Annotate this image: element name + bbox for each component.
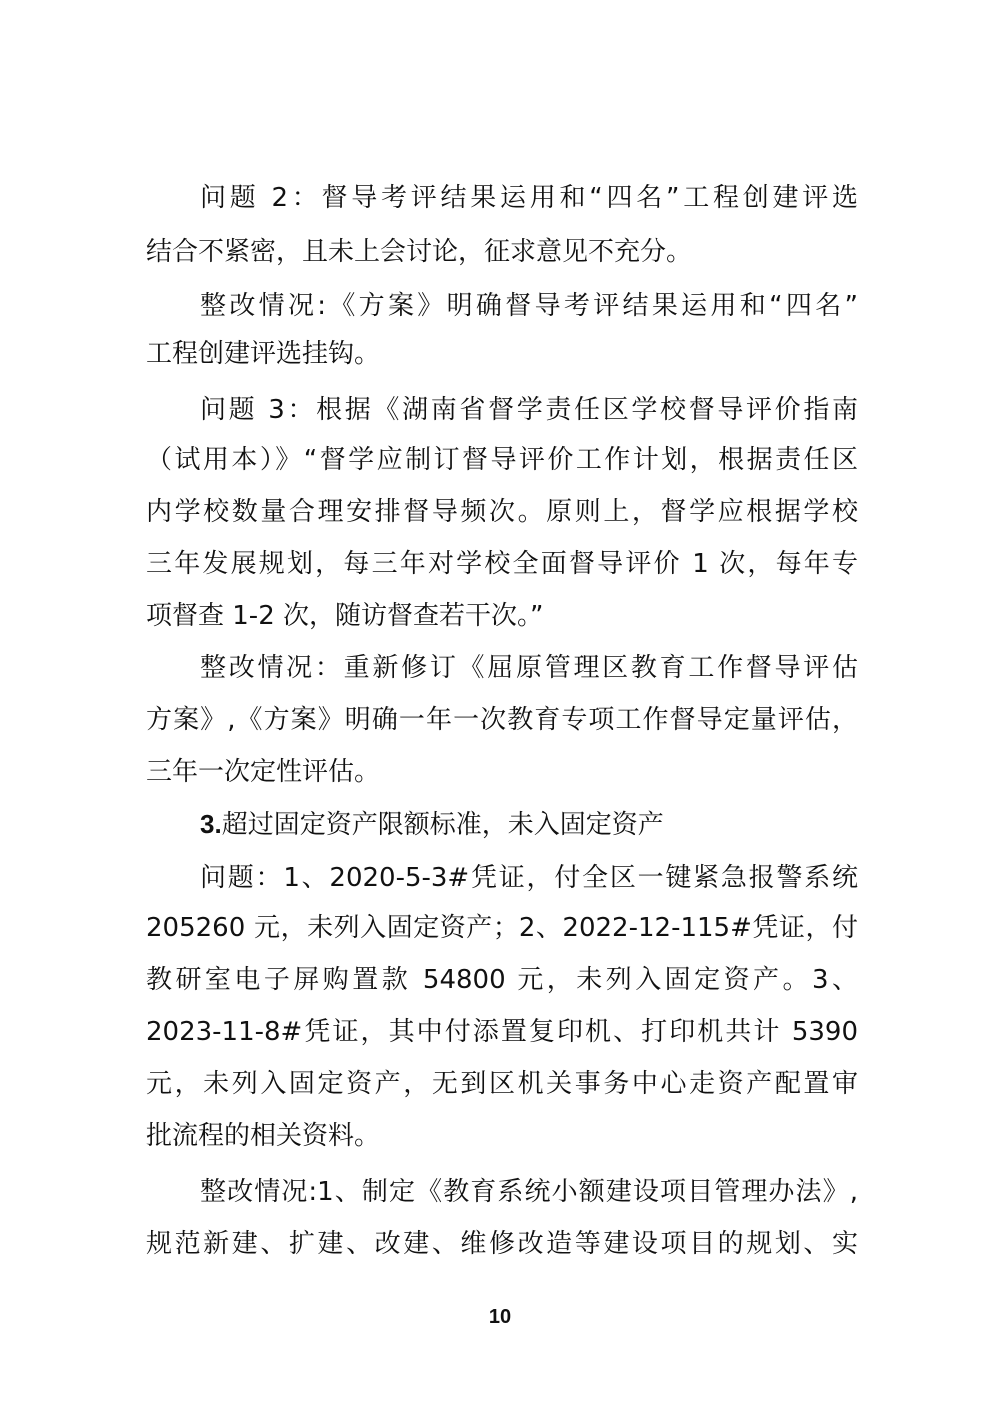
paragraph-line: 三年发展规划，每三年对学校全面督导评价 1 次，每年专 <box>146 549 858 579</box>
paragraph-line: 批流程的相关资料。 <box>146 1121 381 1151</box>
paragraph-line: 规范新建、扩建、改建、维修改造等建设项目的规划、实 <box>146 1229 858 1259</box>
paragraph-line: 整改情况:1、制定《教育系统小额建设项目管理办法》, <box>200 1177 858 1207</box>
paragraph-line: 方案》,《方案》明确一年一次教育专项工作督导定量评估， <box>146 705 858 735</box>
paragraph-line: 205260 元，未列入固定资产；2、2022-12-115#凭证，付 <box>146 913 858 943</box>
paragraph-line: 教研室电子屏购置款 54800 元，未列入固定资产。3、 <box>146 965 858 995</box>
paragraph-line: 三年一次定性评估。 <box>146 757 381 787</box>
paragraph-line: 2023-11-8#凭证，其中付添置复印机、打印机共计 5390 <box>146 1017 858 1047</box>
paragraph-line: 问题 3：根据《湖南省督学责任区学校督导评价指南 <box>200 395 858 425</box>
paragraph-line: （试用本）》“督学应制订督导评价工作计划，根据责任区 <box>146 445 858 475</box>
paragraph-line: 整改情况:《方案》明确督导考评结果运用和“四名” <box>200 291 858 321</box>
page-number: 10 <box>488 1306 512 1328</box>
paragraph-line: 内学校数量合理安排督导频次。原则上，督学应根据学校 <box>146 497 858 527</box>
paragraph-line: 元，未列入固定资产，无到区机关事务中心走资产配置审 <box>146 1069 858 1099</box>
paragraph-line: 结合不紧密，且未上会讨论，征求意见不充分。 <box>146 237 693 267</box>
paragraph-line: 工程创建评选挂钩。 <box>146 339 381 369</box>
section-title: 超过固定资产限额标准，未入固定资产 <box>221 810 664 840</box>
paragraph-line: 问题：1、2020-5-3#凭证，付全区一键紧急报警系统 <box>200 863 858 893</box>
paragraph-line: 整改情况：重新修订《屈原管理区教育工作督导评估 <box>200 653 858 683</box>
paragraph-line: 项督查 1-2 次，随访督查若干次。” <box>146 601 544 631</box>
section-heading <box>200 798 858 850</box>
paragraph-line: 问题 2：督导考评结果运用和“四名”工程创建评选 <box>200 183 858 213</box>
section-number: 3. <box>200 809 222 839</box>
